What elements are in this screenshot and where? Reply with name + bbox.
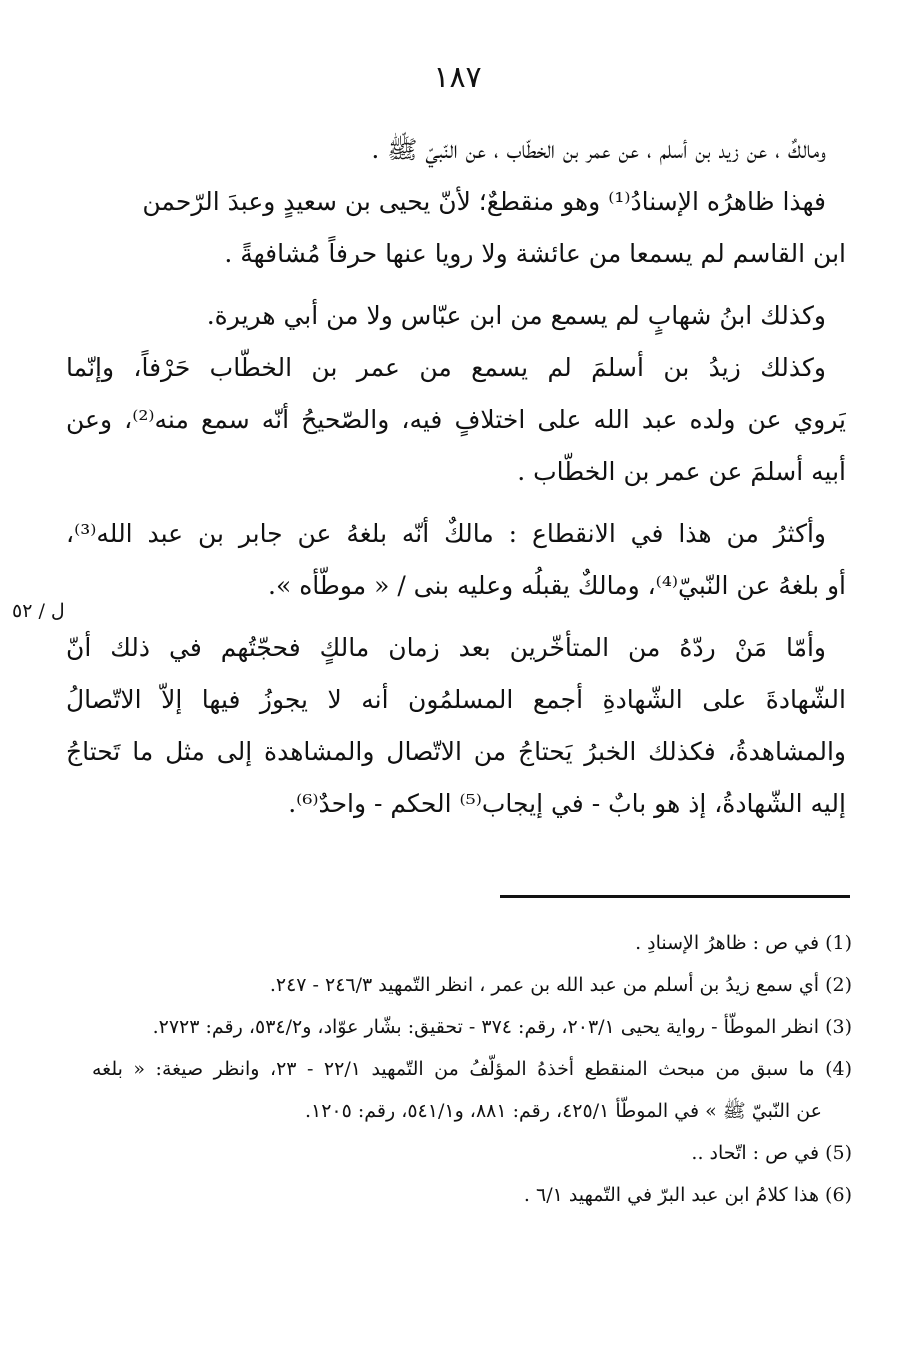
- text-line: إليه الشّهادةُ، إذ هو بابٌ - في إيجاب⁽⁵⁾ الحكم - واحدٌ⁽⁶⁾.: [288, 789, 846, 818]
- footnote: (6) هذا كلامُ ابن عبد البرّ في التّمهيد ٦/١ .: [523, 1184, 852, 1206]
- footnote: (2) أي سمع زيدُ بن أسلم من عبد الله بن عمر ، انظر التّمهيد ٢٤٦/٣ - ٢٤٧.: [269, 974, 852, 996]
- footnote: (3) انظر الموطّأ - رواية يحيى ٢٠٣/١، رقم: ٣٧٤ - تحقيق: بشّار عوّاد، و٥٣٤/٢، رقم: ٢٧٢٣.: [152, 1016, 852, 1038]
- text-line: ومالكٌ ، عن زيد بن أسلم ، عن عمر بن الخطّاب ، عن النّبيّ ﷺ .: [371, 135, 826, 164]
- main-text: [66, 124, 846, 830]
- text-line: يَروي عن ولده عبد الله على اختلافٍ فيه، والصّحيحُ أنّه سمع منه⁽²⁾، وعن: [66, 405, 846, 434]
- text-line: وكذلك ابنُ شهابٍ لم يسمع من ابن عبّاس ولا من أبي هريرة.: [206, 301, 826, 330]
- text-line: الشّهادةَ على الشّهادةِ أجمع المسلمُون أنه لا يجوزُ فيها إلاّ الاتّصالُ: [66, 685, 846, 714]
- footnote-continuation: عن النّبيّ ﷺ » في الموطّأ ٤٢٥/١، رقم: ٨٨١، و٥٤١/١، رقم: ١٢٠٥.: [304, 1100, 822, 1122]
- page-number: ١٨٧: [433, 60, 482, 95]
- footnote: (1) في ص : ظاهرُ الإسنادِ .: [635, 932, 852, 954]
- text-line: ابن القاسم لم يسمعا من عائشة ولا رويا عنها حرفاً مُشافهةً .: [224, 239, 846, 268]
- text-line: والمشاهدةُ، فكذلك الخبرُ يَحتاجُ من الاتّصال والمشاهدة إلى مثل ما تَحتاجُ: [66, 737, 846, 766]
- footnote: (4) ما سبق من مبحث المنقطع أخذهُ المؤلّفُ من التّمهيد ٢٢/١ - ٢٣، وانظر صيغة: « بلغه: [92, 1058, 852, 1080]
- footnotes: [92, 922, 852, 1216]
- footnote: (5) في ص : اتّحاد ..: [691, 1142, 852, 1164]
- text-line: فهذا ظاهرُه الإسنادُ⁽¹⁾ وهو منقطعٌ؛ لأنّ يحيى بن سعيدٍ وعبدَ الرّحمن: [142, 187, 826, 216]
- margin-folio-note: ل / ٥٢: [12, 600, 65, 622]
- text-line: أو بلغهُ عن النّبيّ⁽⁴⁾، ومالكٌ يقبلُه وعليه بنى / « موطّأه ».: [268, 571, 846, 600]
- text-line: وأكثرُ من هذا في الانقطاع : مالكٌ أنّه بلغهُ عن جابر بن عبد الله⁽³⁾،: [66, 519, 826, 548]
- footnote-separator: [500, 895, 850, 898]
- text-line: أبيه أسلمَ عن عمر بن الخطّاب .: [517, 457, 846, 486]
- text-line: وأمّا مَنْ ردّهُ من المتأخّرين بعد زمان مالكٍ فحجّتُهم في ذلك أنّ: [66, 633, 826, 662]
- text-line: وكذلك زيدُ بن أسلمَ لم يسمع من عمر بن الخطّاب حَرْفاً، وإنّما: [66, 353, 826, 382]
